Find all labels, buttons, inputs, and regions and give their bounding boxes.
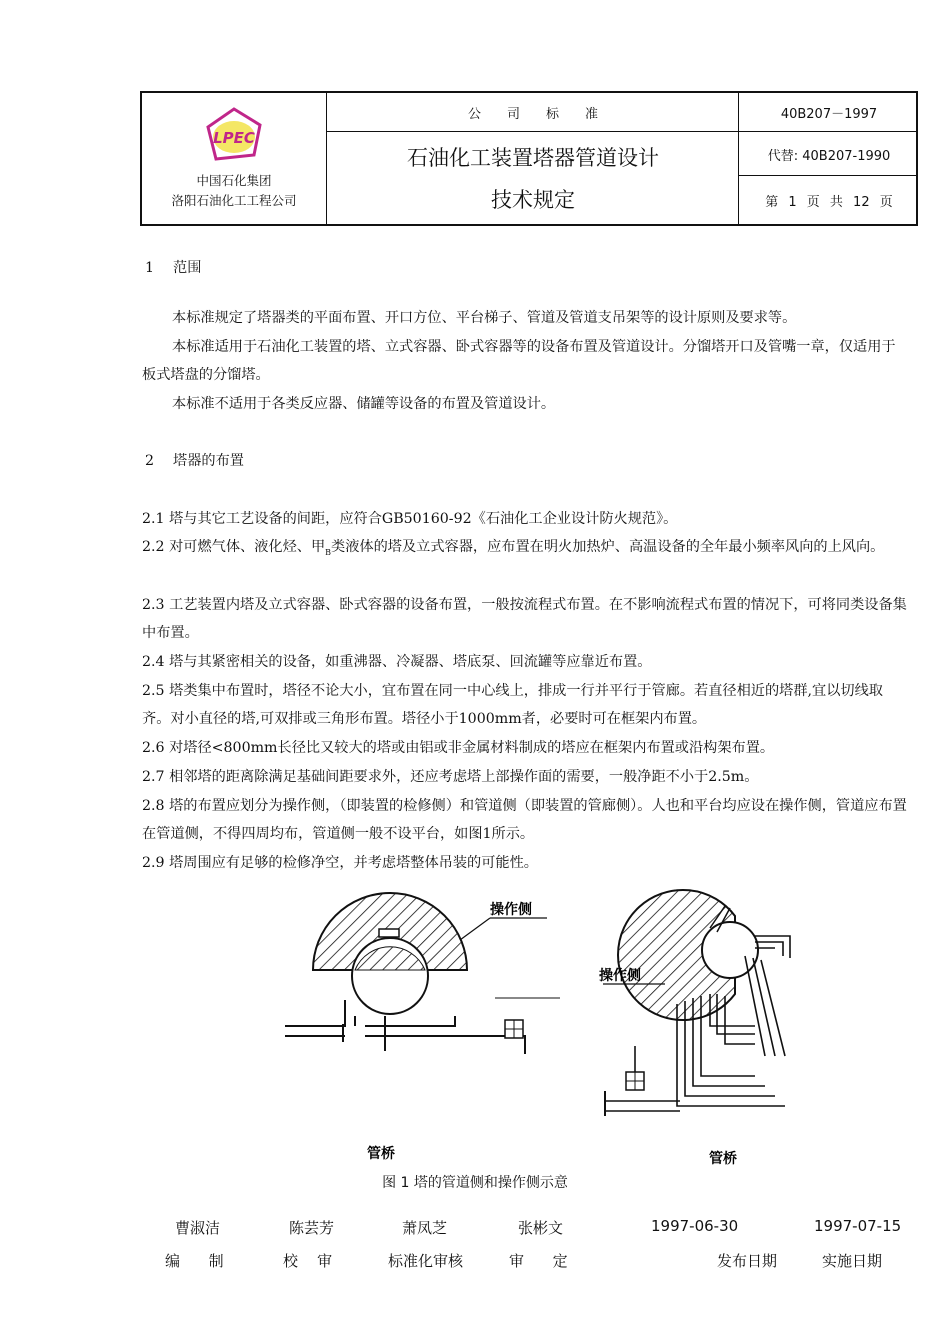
section-2-heading xyxy=(145,447,244,475)
signature-name: 陈芸芳 xyxy=(289,1219,335,1237)
page-info: 第 1 页 共 12 页 xyxy=(765,195,893,210)
clause-2-3: 2.3 工艺装置内塔及立式容器、卧式容器的设备布置，一般按流程式布置。在不影响流程式布置的情况下，可将同类设备集中布置。 xyxy=(142,597,907,641)
title-line1: 石油化工装置塔器管道设计 xyxy=(407,145,659,170)
clause-2-7: 2.7 相邻塔的距离除满足基础间距要求外，还应考虑塔上部操作面的需要，一般净距不小于2.5m。 xyxy=(142,769,759,785)
clause-2-1: 2.1 塔与其它工艺设备的间距，应符合GB50160-92《石油化工企业设计防火规范》。 xyxy=(142,511,678,527)
clause-2-8: 2.8 塔的布置应划分为操作侧，（即装置的检修侧）和管道侧（即装置的管廊侧）。人也和平台均应设在操作侧，管道应布置在管道侧，不得四周均布，管道侧一般不设平台，如图1所示。 xyxy=(142,798,907,842)
figure-1-diagram xyxy=(285,876,805,1166)
standard-type-label: 公司标准 xyxy=(467,106,624,122)
section-number: 2 xyxy=(145,453,155,469)
signature-name: 曹淑洁 xyxy=(175,1219,221,1237)
left-pipe-rack-label: 管桥 xyxy=(367,1146,395,1162)
role-label: 审 定 xyxy=(509,1252,568,1270)
replaces-standard: 代替: 40B207-1990 xyxy=(767,148,891,164)
signature-name: 萧凤芝 xyxy=(402,1219,448,1237)
section-1-heading xyxy=(145,254,201,282)
figure-caption: 图 1 塔的管道侧和操作侧示意 xyxy=(382,1175,568,1191)
section-title: 范围 xyxy=(173,260,202,276)
company-logo-block xyxy=(142,93,326,224)
role-label: 校 审 xyxy=(283,1252,333,1270)
clause-2-5: 2.5 塔类集中布置时，塔径不论大小，宜布置在同一中心线上，排成一行并平行于管廊。若直径相近的塔群,宜以切线取齐。对小直径的塔,可双排或三角形布置。塔径小于1000mm者，必要时可在框架内布置。 xyxy=(142,683,883,727)
effective-date-label: 实施日期 xyxy=(822,1252,883,1270)
signature-name: 张彬文 xyxy=(518,1219,564,1237)
right-tower-plan xyxy=(599,890,790,1166)
role-label: 标准化审核 xyxy=(388,1252,464,1270)
section-number: 1 xyxy=(145,260,155,276)
document-title xyxy=(328,133,738,224)
standard-number: 40B207－1997 xyxy=(780,106,878,122)
section-title: 塔器的布置 xyxy=(173,453,244,469)
paragraph: 本标准规定了塔器类的平面布置、开口方位、平台梯子、管道及管道支吊架等的设计原则及要求等。 xyxy=(172,310,797,326)
header-table xyxy=(140,91,918,226)
org-name-line2: 洛阳石油化工工程公司 xyxy=(171,193,297,208)
clause-2-6: 2.6 对塔径<800mm长径比又较大的塔或由铝或非金属材料制成的塔应在框架内布置或沿构架布置。 xyxy=(142,740,775,756)
effective-date: 1997-07-15 xyxy=(814,1217,902,1235)
paragraph: 本标准不适用于各类反应器、储罐等设备的布置及管道设计。 xyxy=(172,396,556,412)
left-tower-plan xyxy=(285,893,560,1162)
logo-lettering: LPEC xyxy=(213,129,255,147)
clause-2-9: 2.9 塔周围应有足够的检修净空，并考虑塔整体吊装的可能性。 xyxy=(142,855,538,871)
publish-date-label: 发布日期 xyxy=(717,1252,778,1270)
clause-2-4: 2.4 塔与其紧密相关的设备，如重沸器、冷凝器、塔底泵、回流罐等应靠近布置。 xyxy=(142,654,652,670)
title-line2: 技术规定 xyxy=(491,187,575,212)
right-operation-side-label: 操作侧 xyxy=(599,968,641,984)
paragraph: 本标准适用于石油化工装置的塔、立式容器、卧式容器等的设备布置及管道设计。分馏塔开口及管嘴一章，仅适用于板式塔盘的分馏塔。 xyxy=(142,339,896,383)
right-pipe-rack-label: 管桥 xyxy=(709,1151,737,1166)
org-name-line1: 中国石化集团 xyxy=(196,173,272,188)
left-operation-side-label: 操作侧 xyxy=(490,902,532,918)
clause-2-2: 2.2 对可燃气体、液化烃、甲$_B$类液体的塔及立式容器，应布置在明火加热炉、高温设备的全年最小频率风向的上风向。 xyxy=(142,539,885,557)
company-logo xyxy=(202,105,266,165)
publish-date: 1997-06-30 xyxy=(651,1217,739,1235)
role-label: 编 制 xyxy=(165,1252,224,1270)
